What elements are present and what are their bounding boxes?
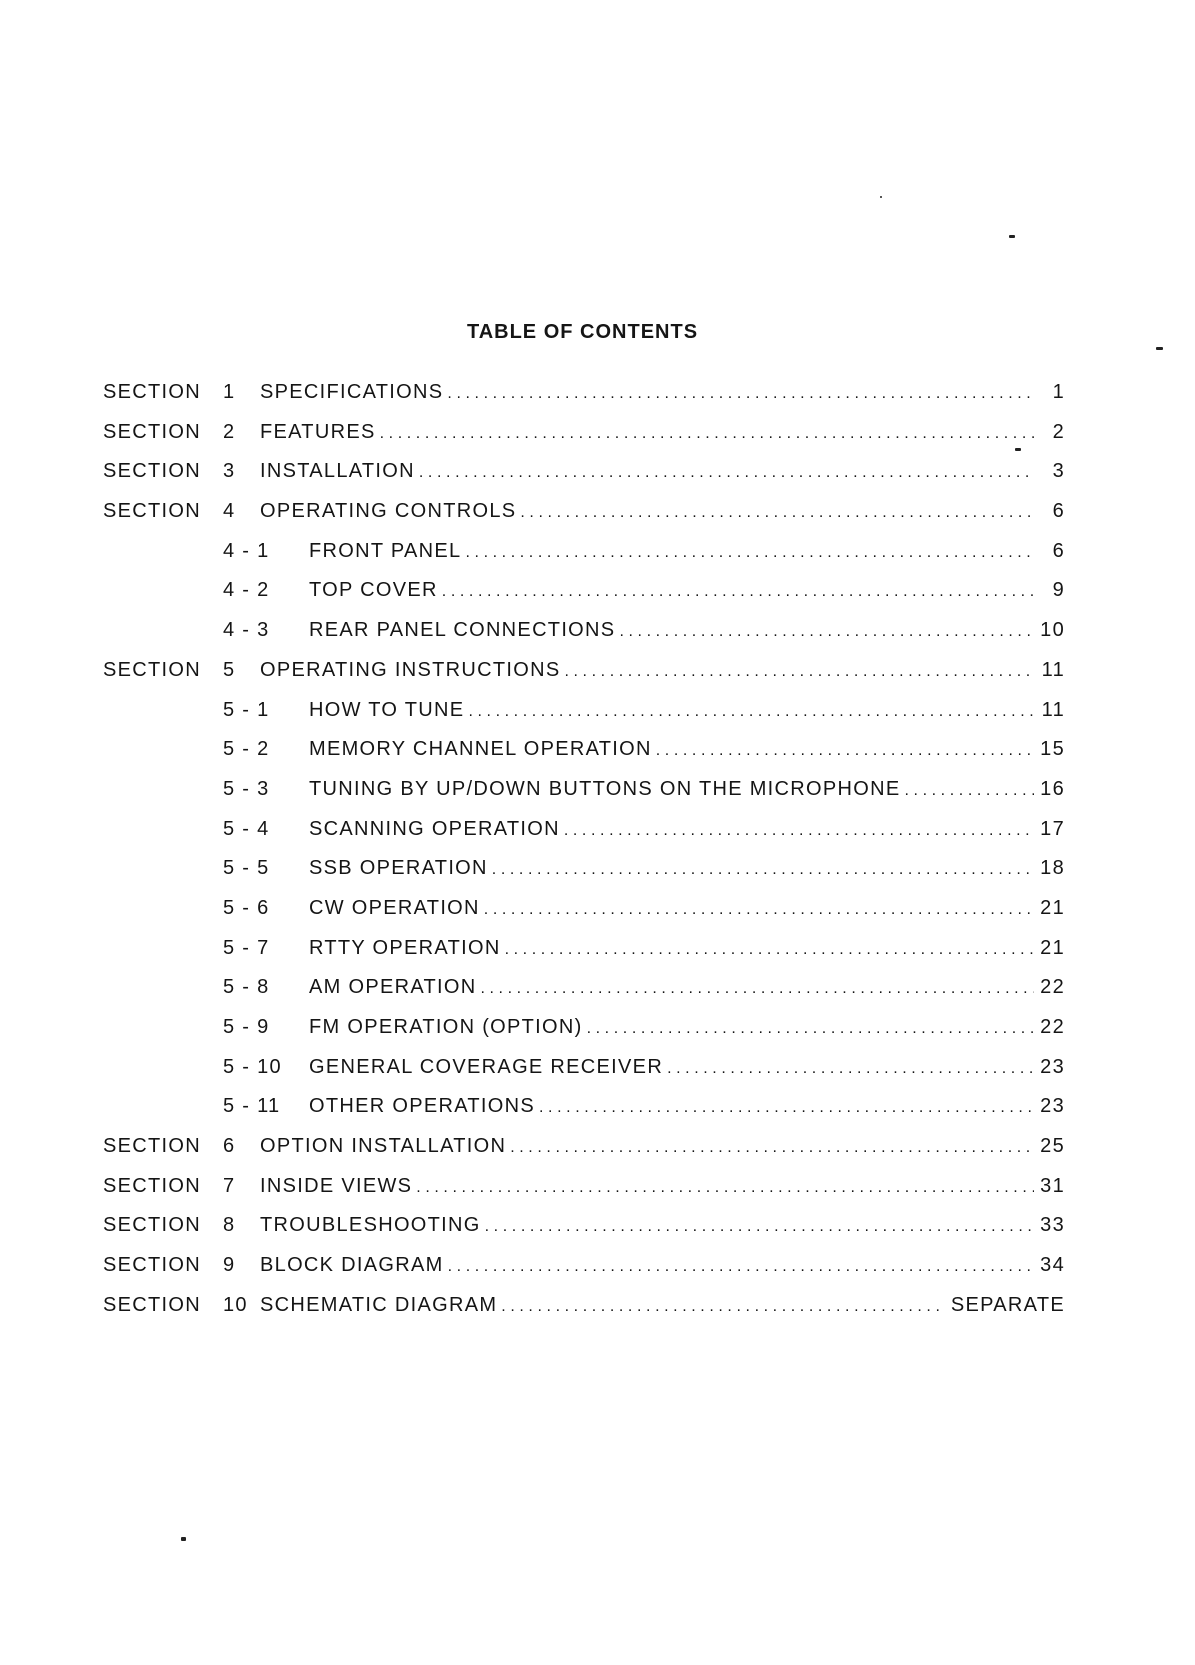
toc-row-5-9	[103, 1008, 1065, 1048]
dot-leader	[448, 1258, 1035, 1276]
dot-leader	[505, 941, 1035, 959]
subsection-number: 5 - 4	[223, 817, 270, 840]
dot-leader	[419, 464, 1035, 482]
page-number: 11	[1041, 658, 1065, 681]
subsection-number: 5 - 3	[223, 777, 270, 800]
toc-row-5-5	[103, 849, 1065, 889]
section-number: 7	[223, 1174, 236, 1197]
section-label: SECTION	[103, 1174, 201, 1197]
dot-leader	[442, 583, 1035, 601]
entry-title: SCHEMATIC DIAGRAM	[260, 1293, 498, 1316]
entry-title: FM OPERATION (OPTION)	[309, 1016, 583, 1038]
entry-title: FEATURES	[260, 420, 376, 443]
page-number: 22	[1040, 1016, 1065, 1038]
entry-title: HOW TO TUNE	[309, 698, 465, 721]
section-label: SECTION	[103, 1214, 201, 1237]
entry-title: GENERAL COVERAGE RECEIVER	[309, 1055, 664, 1078]
page-number: 15	[1040, 738, 1065, 761]
dot-leader	[484, 901, 1034, 919]
section-number: 1	[223, 381, 236, 403]
subsection-number: 5 - 2	[223, 738, 270, 761]
page-number: 21	[1040, 936, 1065, 959]
dot-leader	[416, 1179, 1034, 1197]
toc-row-5-8	[103, 968, 1065, 1008]
toc-row-section-4	[103, 492, 1065, 532]
entry-title: AM OPERATION	[309, 976, 477, 999]
page-number: 1	[1052, 381, 1065, 403]
subsection-number: 4 - 2	[223, 579, 270, 602]
toc-row-4-1	[103, 532, 1065, 572]
subsection-number: 5 - 8	[223, 976, 270, 999]
table-of-contents	[103, 373, 1065, 1326]
section-label: SECTION	[103, 1254, 201, 1277]
toc-row-5-4	[103, 810, 1065, 850]
toc-row-section-8	[103, 1206, 1065, 1246]
entry-title: TROUBLESHOOTING	[260, 1214, 481, 1237]
subsection-number: 4 - 1	[223, 539, 270, 562]
entry-title: INSTALLATION	[260, 460, 415, 483]
toc-row-section-10	[103, 1286, 1065, 1326]
page-number: 22	[1040, 976, 1065, 999]
entry-title: OPERATING CONTROLS	[260, 500, 517, 523]
section-number: 5	[223, 658, 236, 681]
toc-row-5-7	[103, 929, 1065, 969]
entry-title: INSIDE VIEWS	[260, 1174, 413, 1197]
toc-row-section-1	[103, 373, 1065, 413]
scan-speck	[1015, 448, 1021, 451]
dot-leader	[520, 504, 1035, 522]
section-label: SECTION	[103, 658, 201, 681]
page-number: 10	[1040, 619, 1065, 642]
section-number: 6	[223, 1135, 236, 1158]
dot-leader	[492, 861, 1034, 879]
entry-title: SPECIFICATIONS	[260, 381, 444, 403]
dot-leader	[447, 385, 1035, 403]
toc-row-section-9	[103, 1246, 1065, 1286]
scan-speck	[880, 196, 882, 198]
dot-leader	[501, 1298, 945, 1316]
toc-row-section-5	[103, 651, 1065, 691]
entry-title: RTTY OPERATION	[309, 936, 501, 959]
section-label: SECTION	[103, 460, 201, 483]
page-number: 17	[1040, 817, 1065, 840]
toc-row-4-2	[103, 571, 1065, 611]
scan-speck	[1156, 347, 1163, 350]
page-number: 34	[1040, 1254, 1065, 1277]
page-number: 6	[1052, 539, 1065, 562]
entry-title: FRONT PANEL	[309, 539, 462, 562]
scan-speck	[1009, 235, 1015, 238]
dot-leader	[510, 1139, 1034, 1157]
toc-row-5-10	[103, 1048, 1065, 1088]
page-number: 23	[1040, 1095, 1065, 1118]
dot-leader	[619, 623, 1034, 641]
section-number: 10	[223, 1293, 248, 1316]
page-number: SEPARATE	[950, 1293, 1065, 1316]
page-number: 18	[1040, 857, 1065, 880]
toc-row-5-6	[103, 889, 1065, 929]
toc-row-5-11	[103, 1087, 1065, 1127]
page-number: 31	[1040, 1174, 1065, 1197]
dot-leader	[905, 782, 1035, 800]
page-number: 21	[1040, 896, 1065, 919]
subsection-number: 5 - 7	[223, 936, 270, 959]
page-number: 2	[1052, 420, 1065, 443]
entry-title: SCANNING OPERATION	[309, 817, 560, 840]
subsection-number: 5 - 1	[223, 698, 270, 721]
section-number: 4	[223, 500, 236, 523]
page-number: 3	[1052, 460, 1065, 483]
dot-leader	[656, 742, 1034, 760]
subsection-number: 5 - 11	[223, 1095, 281, 1118]
toc-row-section-3	[103, 452, 1065, 492]
page-number: 16	[1040, 777, 1065, 800]
entry-title: SSB OPERATION	[309, 857, 488, 880]
entry-title: TUNING BY UP/DOWN BUTTONS ON THE MICROPHONE	[309, 777, 901, 800]
toc-row-section-2	[103, 413, 1065, 453]
entry-title: CW OPERATION	[309, 896, 480, 919]
entry-title: REAR PANEL CONNECTIONS	[309, 619, 616, 642]
dot-leader	[380, 425, 1035, 443]
entry-title: BLOCK DIAGRAM	[260, 1254, 444, 1277]
page-number: 33	[1040, 1214, 1065, 1237]
section-number: 2	[223, 420, 236, 443]
section-number: 8	[223, 1214, 236, 1237]
dot-leader	[564, 663, 1035, 681]
page-number: 6	[1052, 500, 1065, 523]
dot-leader	[468, 703, 1035, 721]
toc-row-section-7	[103, 1167, 1065, 1207]
dot-leader	[539, 1099, 1034, 1117]
section-number: 3	[223, 460, 236, 483]
entry-title: OTHER OPERATIONS	[309, 1095, 536, 1118]
section-label: SECTION	[103, 381, 201, 403]
section-label: SECTION	[103, 1135, 201, 1158]
page-title: TABLE OF CONTENTS	[466, 321, 699, 343]
section-number: 9	[223, 1254, 236, 1277]
subsection-number: 5 - 9	[223, 1016, 270, 1038]
toc-row-4-3	[103, 611, 1065, 651]
dot-leader	[485, 1218, 1035, 1236]
page-number: 23	[1040, 1055, 1065, 1078]
subsection-number: 5 - 10	[223, 1055, 282, 1078]
section-label: SECTION	[103, 420, 201, 443]
toc-row-5-2	[103, 730, 1065, 770]
toc-row-section-6	[103, 1127, 1065, 1167]
scan-speck	[181, 1537, 186, 1541]
dot-leader	[564, 822, 1034, 840]
section-label: SECTION	[103, 500, 201, 523]
page-number: 9	[1052, 579, 1065, 602]
entry-title: MEMORY CHANNEL OPERATION	[309, 738, 652, 761]
page-number: 25	[1040, 1135, 1065, 1158]
dot-leader	[667, 1060, 1034, 1078]
subsection-number: 4 - 3	[223, 619, 270, 642]
dot-leader	[465, 544, 1035, 562]
toc-row-5-3	[103, 770, 1065, 810]
subsection-number: 5 - 6	[223, 896, 270, 919]
entry-title: TOP COVER	[309, 579, 438, 602]
dot-leader	[587, 1020, 1035, 1038]
entry-title: OPERATING INSTRUCTIONS	[260, 658, 561, 681]
section-label: SECTION	[103, 1293, 201, 1316]
entry-title: OPTION INSTALLATION	[260, 1135, 507, 1158]
toc-row-5-1	[103, 691, 1065, 731]
page-number: 11	[1041, 698, 1065, 721]
subsection-number: 5 - 5	[223, 857, 270, 880]
dot-leader	[480, 980, 1034, 998]
